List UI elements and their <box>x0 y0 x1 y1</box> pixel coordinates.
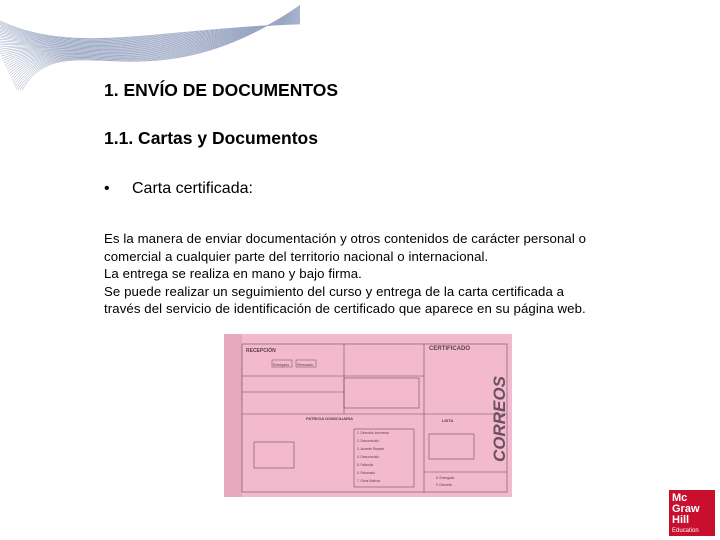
paragraph-line: comercial a cualquier parte del territorio nacional o internacional. <box>104 248 489 264</box>
form-option: 8. Entregado <box>436 476 455 480</box>
form-side-strip <box>224 334 242 497</box>
form-option: 9. Devuelto <box>436 483 453 487</box>
form-box-label: Rehusado <box>297 363 313 367</box>
form-option: 6. Rehusado <box>357 471 376 475</box>
swirl-line <box>0 10 300 38</box>
logo-line: Mc <box>672 492 688 504</box>
form-section-label: PATRICIA DOMICILIARIA <box>306 416 354 421</box>
decorative-swirl-graphic <box>0 0 300 90</box>
form-option: 4. Desconocido <box>357 455 379 459</box>
paragraph-line: La entrega se realiza en mano y bajo firma. <box>104 266 362 282</box>
paragraph-line: Es la manera de enviar documentación y otros contenidos de carácter personal o <box>104 231 587 246</box>
form-lista-label: LISTA <box>442 418 454 423</box>
bullet-text: Carta certificada: <box>132 180 253 197</box>
logo-line: Hill <box>672 514 690 526</box>
mcgraw-hill-logo <box>669 490 715 536</box>
section-subtitle: 1.1. Cartas y Documentos <box>104 128 318 148</box>
form-header-left: RECEPCIÓN <box>246 348 276 354</box>
form-box-label: Entregado <box>273 363 290 367</box>
certified-mail-form-image <box>224 334 512 497</box>
paragraph-line: Se puede realizar un seguimiento del curso y entrega de la carta certificada a <box>104 283 565 299</box>
form-option: 3. Ausente Reparto <box>357 447 385 451</box>
correos-brand-text: CORREOS <box>490 376 509 462</box>
logo-line: Graw <box>672 503 700 515</box>
bullet-marker: • <box>104 180 110 197</box>
page-title: 1. ENVÍO DE DOCUMENTOS <box>104 80 339 100</box>
bullet-item <box>104 180 253 198</box>
form-option: 2. Desconocido <box>357 439 379 443</box>
paragraph-line: través del servicio de identificación de certificado que aparece en su página web. <box>104 301 586 317</box>
description-paragraph <box>104 230 664 318</box>
form-header-right: CERTIFICADO <box>429 346 470 352</box>
form-option: 5. Fallecido <box>357 463 374 467</box>
form-option: 7. Otros Motivos <box>357 479 381 483</box>
logo-line: Education <box>672 528 699 534</box>
form-option: 1. Dirección Incorrecta <box>357 431 389 435</box>
